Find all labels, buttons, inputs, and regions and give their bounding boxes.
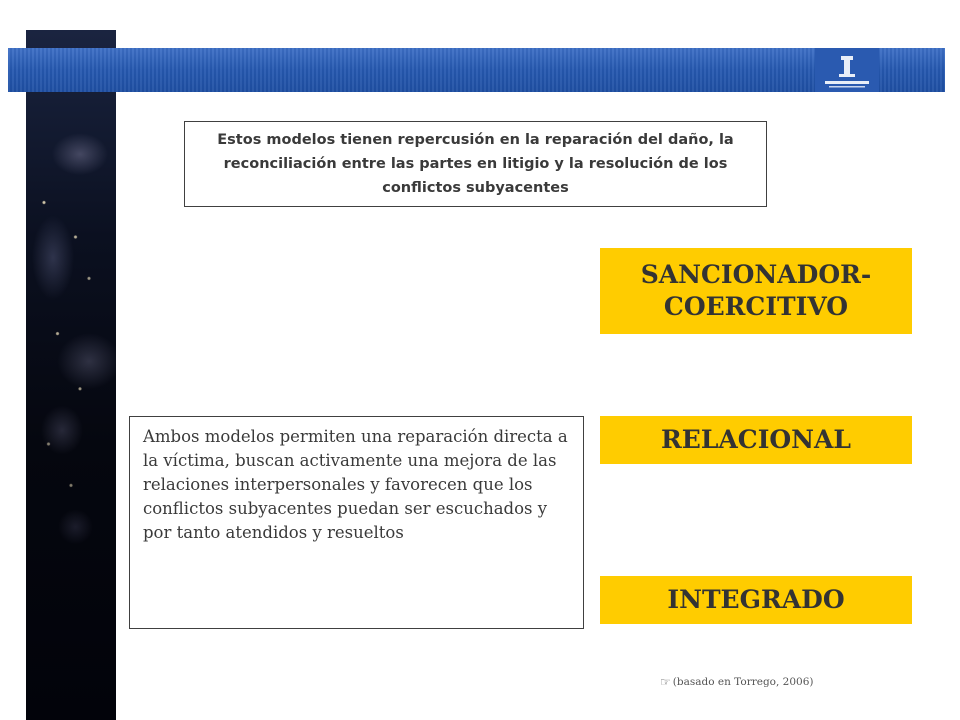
- night-satellite-image: [26, 30, 116, 720]
- model-relacional: [600, 416, 912, 464]
- city-lights-pattern: [26, 30, 116, 720]
- pointing-hand-icon: ☞: [660, 675, 671, 689]
- header-band: [8, 48, 945, 92]
- model-label: SANCIONADOR-COERCITIVO: [640, 260, 872, 321]
- model-label: RELACIONAL: [660, 425, 851, 454]
- model-integrado: [600, 576, 912, 624]
- logo-emblem-icon: [819, 50, 875, 90]
- model-label: INTEGRADO: [667, 585, 845, 614]
- models-description-box: [129, 416, 584, 629]
- institution-logo: [815, 48, 879, 92]
- models-impact-box: [184, 121, 767, 207]
- models-description-text: Ambos modelos permiten una reparación directa a la víctima, buscan activamente una mejora de las relaciones interpersonales y favorecen que los conflictos subyacentes puedan ser escuchados y por tanto atendidos y resueltos: [143, 427, 568, 542]
- source-footnote-text: (basado en Torrego, 2006): [672, 676, 814, 688]
- model-sancionador-coercitivo: [600, 248, 912, 334]
- source-footnote: [660, 676, 814, 688]
- models-impact-text: Estos modelos tienen repercusión en la reparación del daño, la reconciliación entre las partes en litigio y la resolución de los conflictos subyacentes: [217, 132, 734, 196]
